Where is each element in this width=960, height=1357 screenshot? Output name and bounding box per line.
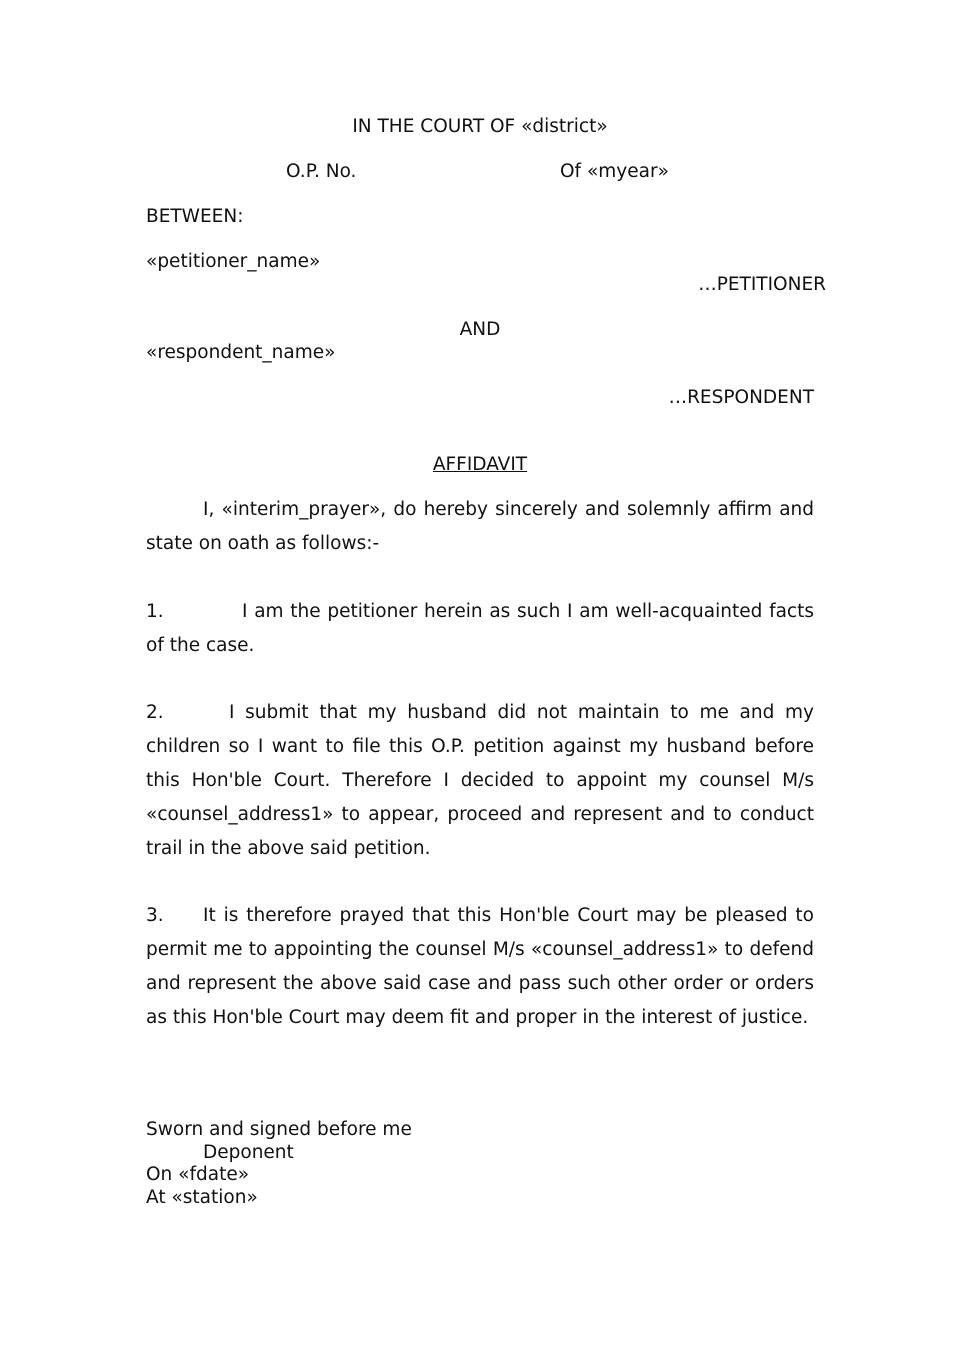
paragraph-number: 2.: [146, 702, 164, 723]
sworn-line: Sworn and signed before me: [146, 1119, 412, 1140]
numbered-paragraph-1: [146, 595, 814, 663]
paragraph-text: It is therefore prayed that this Hon'ble Court may be pleased to permit me to appointing the counsel M/s «counsel_address1» to defend and represent the above said case and pass such other order or orders as this Hon'ble Court may deem fit and proper in the interest of justice.: [146, 905, 814, 1028]
deponent-label: Deponent: [203, 1141, 294, 1163]
signature-block: [146, 1119, 412, 1209]
numbered-paragraph-3: [146, 899, 814, 1035]
paragraph-text: I am the petitioner herein as such I am well-acquainted facts of the case.: [146, 601, 814, 656]
petitioner-name: «petitioner_name»: [146, 251, 321, 272]
op-year: Of «myear»: [560, 161, 669, 182]
intro-paragraph: I, «interim_prayer», do hereby sincerely and solemnly affirm and state on oath as follows:-: [146, 499, 814, 554]
paragraph-number: 1.: [146, 601, 164, 622]
court-heading: IN THE COURT OF «district»: [352, 116, 608, 137]
petitioner-label: …PETITIONER: [698, 274, 826, 295]
respondent-name: «respondent_name»: [146, 342, 336, 363]
affidavit-title: AFFIDAVIT: [432, 454, 528, 475]
between-label: BETWEEN:: [146, 206, 244, 227]
date-line: On «fdate»: [146, 1164, 250, 1185]
respondent-label: …RESPONDENT: [668, 387, 814, 408]
station-line: At «station»: [146, 1186, 258, 1208]
paragraph-number: 3.: [146, 905, 164, 926]
numbered-paragraph-2: [146, 696, 814, 866]
and-label: AND: [459, 319, 501, 340]
paragraph-text: I submit that my husband did not maintain to me and my children so I want to file this O.P. petition against my husband before this Hon'ble Court. Therefore I decided to appoint my counsel M/s «counsel_address1» to appear, proceed and represent and to conduct trail in the above said petition.: [146, 702, 814, 859]
op-number-label: O.P. No.: [286, 161, 357, 182]
